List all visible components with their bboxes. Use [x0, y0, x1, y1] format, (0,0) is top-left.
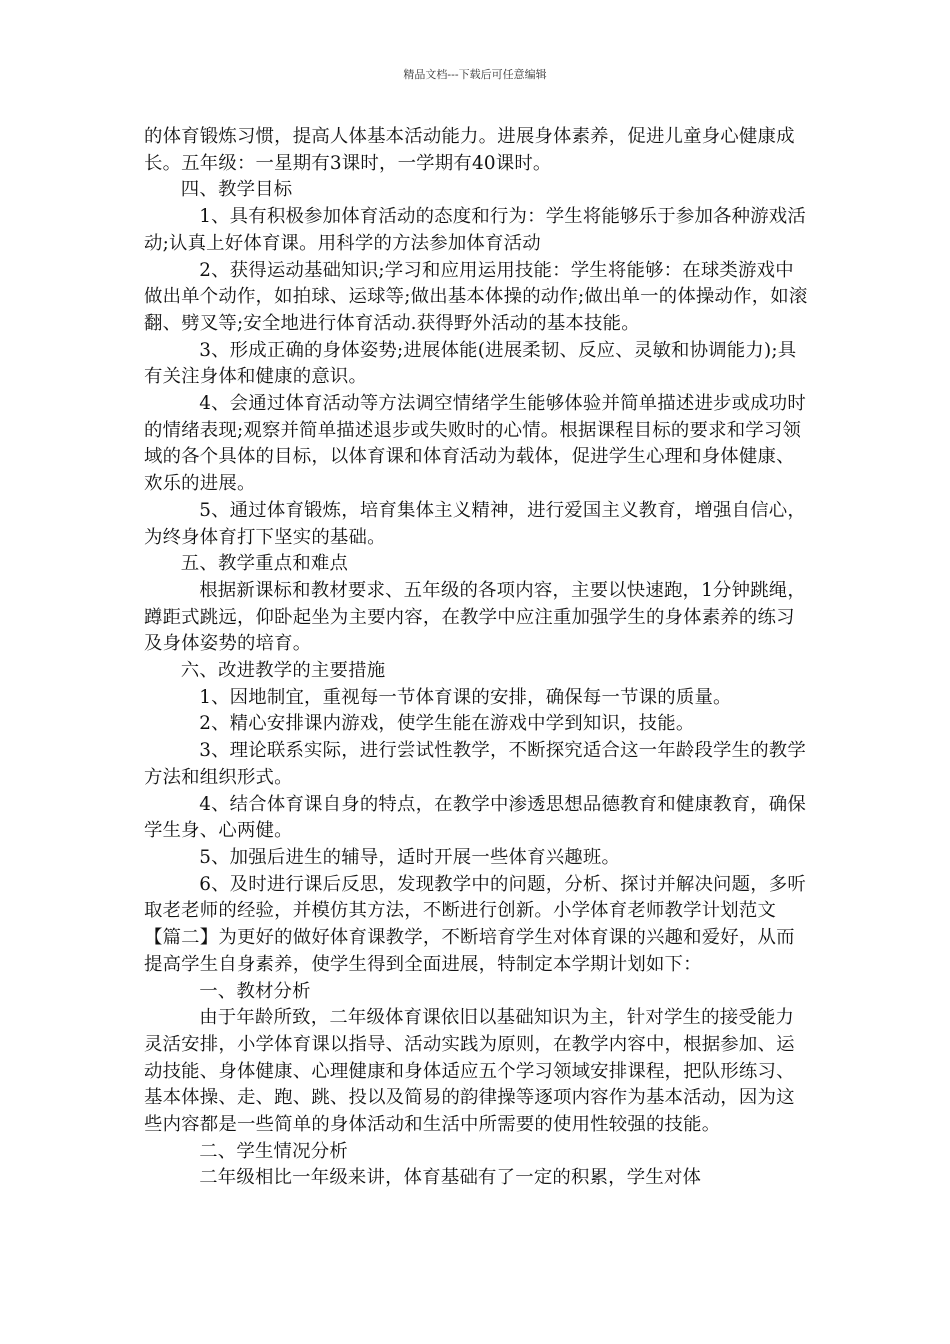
page-header: 精品文档---下载后可任意编辑: [403, 68, 547, 81]
paragraph: 根据新课标和教材要求、五年级的各项内容，主要以快速跑，1分钟跳绳，蹲距式跳远，仰卧起坐为主要内容，在教学中应注重加强学生的身体素养的练习及身体姿势的培育。: [144, 579, 806, 655]
document-body: [144, 124, 808, 1192]
paragraph: 3、形成正确的身体姿势;进展体能(进展柔韧、反应、灵敏和协调能力);具有关注身体和健康的意识。: [144, 339, 797, 388]
paragraph: 2、精心安排课内游戏，使学生能在游戏中学到知识，技能。: [199, 713, 695, 735]
paragraph: 5、通过体育锻炼，培育集体主义精神，进行爱国主义教育，增强自信心，为终身体育打下坚实的基础。: [144, 499, 806, 548]
section-heading: 五、教学重点和难点: [180, 553, 349, 575]
paragraph: 5、加强后进生的辅导，适时开展一些体育兴趣班。: [199, 846, 621, 868]
section-heading: 二、学生情况分析: [199, 1140, 348, 1162]
paragraph: 1、具有积极参加体育活动的态度和行为：学生将能够乐于参加各种游戏活动;认真上好体育课。用科学的方法参加体育活动: [144, 206, 806, 254]
paragraph: 3、理论联系实际，进行尝试性教学，不断探究适合这一年龄段学生的教学方法和组织形式。: [144, 740, 806, 788]
paragraph: 的体育锻炼习惯，提高人体基本活动能力。进展身体素养，促进儿童身心健康成长。五年级：一星期有3课时，一学期有40课时。: [144, 126, 795, 174]
paragraph: 1、因地制宜，重视每一节体育课的安排，确保每一节课的质量。: [199, 686, 732, 708]
paragraph: 由于年龄所致，二年级体育课依旧以基础知识为主，针对学生的接受能力灵活安排，小学体育课以指导、活动实践为原则，在教学内容中，根据参加、运动技能、身体健康、心理健康和身体适应五个学习领域安排课程，把队形练习、基本体操、走、跑、跳、投以及简易的韵律操等逐项内容作为基本活动，因为这些内容都是一些简单的身体活动和生活中所需要的使用性较强的技能。: [144, 1007, 795, 1136]
section-heading: 六、改进教学的主要措施: [180, 660, 386, 682]
section-heading: 一、教材分析: [199, 980, 311, 1002]
paragraph: 2、获得运动基础知识;学习和应用运用技能：学生将能够：在球类游戏中做出单个动作，如拍球、运球等;做出基本体操的动作;做出单一的体操动作，如滚翻、劈叉等;安全地进行体育活动.获得野外活动的基本技能。: [144, 259, 808, 334]
section-heading: 四、教学目标: [180, 179, 293, 201]
paragraph: 4、会通过体育活动等方法调空情绪学生能够体验并简单描述进步或成功时的情绪表现;观察并简单描述退步或失败时的心情。根据课程目标的要求和学习领域的各个具体的目标，以体育课和体育活动为载体，促进学生心理和身体健康、欢乐的进展。: [144, 393, 806, 495]
paragraph: 6、及时进行课后反思，发现教学中的问题，分析、探讨并解决问题，多听取老老师的经验，并模仿其方法，不断进行创新。小学体育老师教学计划范文【篇二】为更好的做好体育课教学，不断培育学生对体育课的兴趣和爱好，从而提高学生自身素养，使学生得到全面进展，特制定本学期计划如下：: [144, 873, 806, 975]
paragraph: 4、结合体育课自身的特点，在教学中渗透思想品德教育和健康教育，确保学生身、心两健。: [144, 793, 806, 842]
paragraph: 二年级相比一年级来讲，体育基础有了一定的积累，学生对体: [199, 1167, 702, 1189]
